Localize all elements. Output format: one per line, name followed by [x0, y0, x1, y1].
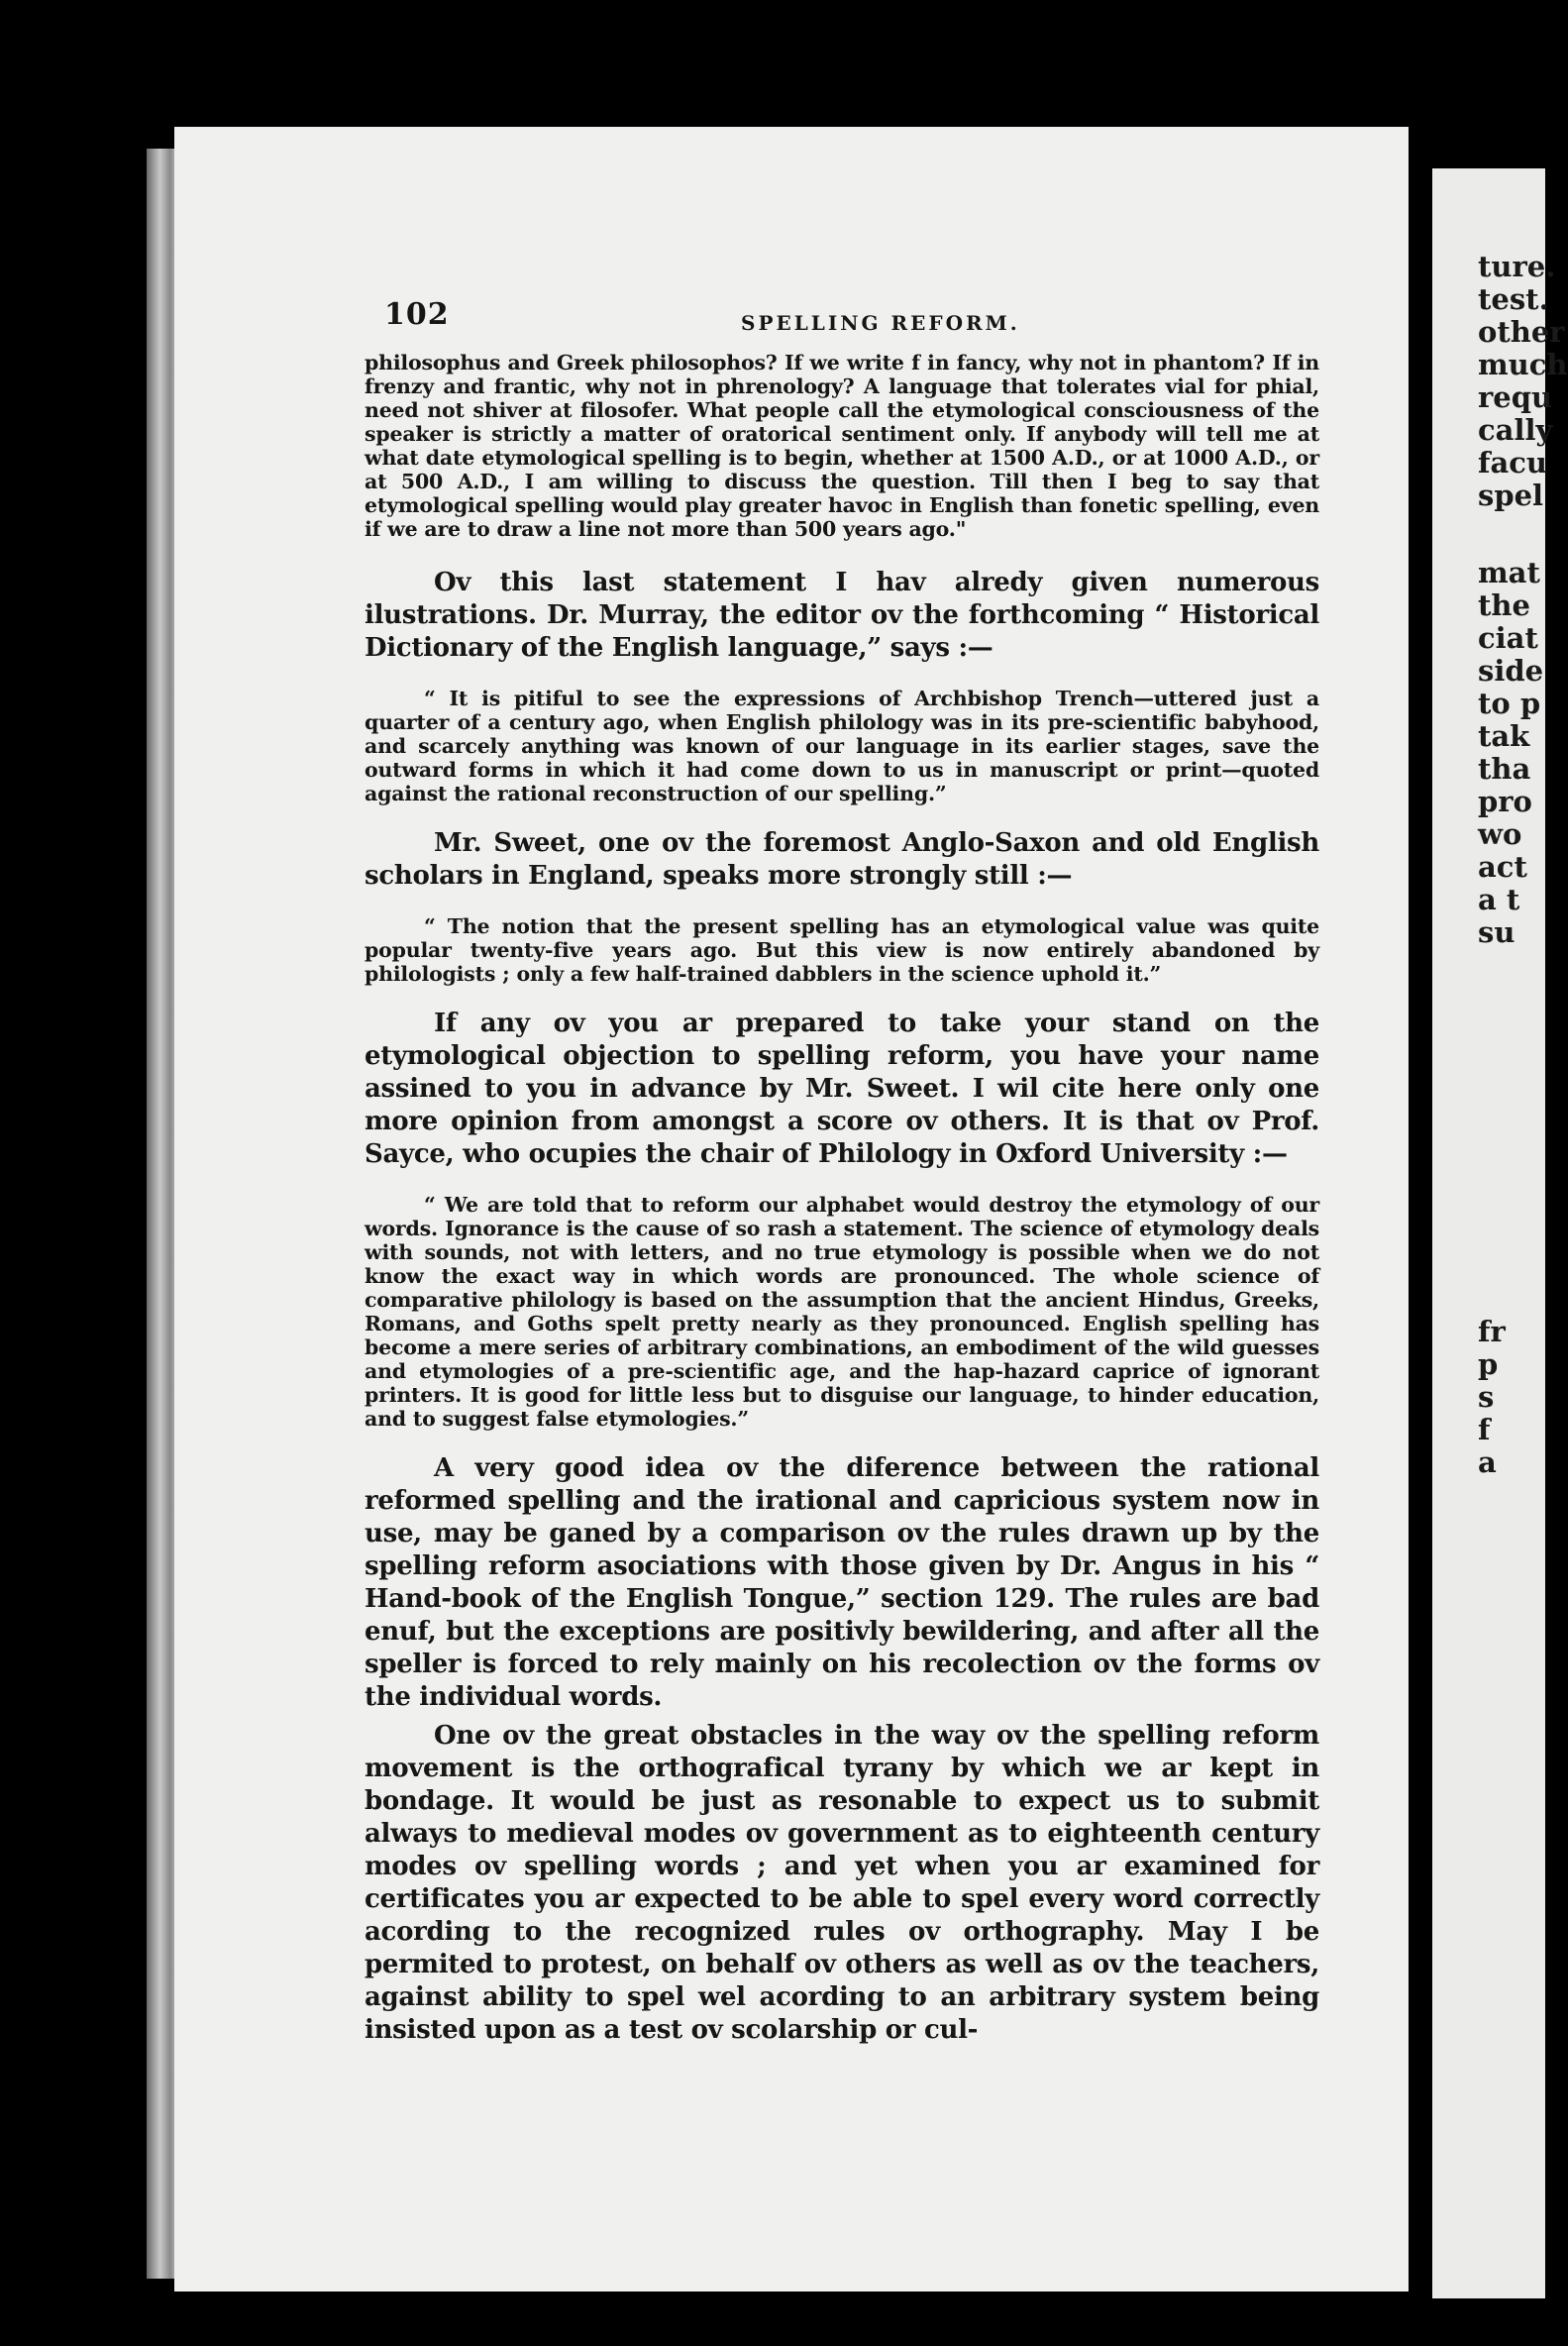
- facing-page-fragment: ciat: [1478, 621, 1538, 655]
- facing-page-fragment: a t: [1478, 883, 1520, 916]
- facing-page: [1432, 168, 1568, 2298]
- facing-page-fragment: ture.: [1478, 250, 1556, 283]
- facing-page-fragment: requ: [1478, 380, 1553, 414]
- facing-page-fragment: side: [1478, 654, 1544, 688]
- page-content: [365, 297, 1319, 2047]
- facing-page-fragment: cally: [1478, 413, 1553, 447]
- paragraph-sayce-intro: If any ov you ar prepared to take your stand on the etymological objection to spelling reform, you have your name assined to you in advance by Mr. Sweet. I wil cite here only one more opinion from amongst a score ov others. It is that ov Prof. Sayce, who ocupies the chair of Philology in Oxford University :—: [365, 1009, 1319, 1169]
- facing-page-fragment: other: [1478, 315, 1565, 349]
- facing-page-fragment: facu: [1478, 446, 1548, 480]
- facing-page-fragment: act: [1478, 850, 1527, 884]
- quote-sayce: “ We are told that to reform our alphabet would destroy the etymology of our words. Ignorance is the cause of so rash a statement. The science of etymology deals with sounds, not with letters, and no true etymology is possible when we do not know the exact way in which words are pronounced. The whole science of comparative philology is based on the assumption that the ancient Hindus, Greeks, Romans, and Goths spelt pretty nearly as they pronounced. English spelling has become a mere series of arbitrary combinations, an embodiment of the wild guesses and etymologies of a pre-scientific age, and the hap-hazard caprice of ignorant printers. It is good for little less but to disguise our language, to hinder education, and to suggest false etymologies.”: [365, 1193, 1319, 1431]
- facing-page-fragment: tha: [1478, 752, 1531, 786]
- paragraph-sweet-intro: Mr. Sweet, one ov the foremost Anglo-Saxon and old English scholars in England, speaks more strongly still :—: [365, 828, 1319, 891]
- facing-page-fragment: pro: [1478, 785, 1532, 818]
- page-number: 102: [384, 297, 450, 332]
- facing-page-fragment: a: [1478, 1445, 1497, 1479]
- facing-page-fragment: wo: [1478, 817, 1522, 851]
- facing-page-fragment: fr: [1478, 1315, 1506, 1348]
- facing-page-fragment: p: [1478, 1347, 1499, 1381]
- paragraph-orthographical-tyranny: One ov the great obstacles in the way ov the spelling reform movement is the orthografical tyrany by which we ar kept in bondage. It would be just as resonable to expect us to submit always to medieval modes ov government as to eighteenth century modes ov spelling words ; and yet when you ar examined for certificates you ar expected to be able to spel every word correctly acording to the recognized rules ov orthography. May I be permited to protest, on behalf ov others as well as ov the teachers, against ability to spel wel acording to an arbitrary system being insisted upon as a test ov scolarship or cul-: [365, 1721, 1319, 2045]
- facing-page-fragment: test.: [1478, 282, 1549, 316]
- page-header: [365, 297, 1319, 351]
- quote-murray: “ It is pitiful to see the expressions of Archbishop Trench—uttered just a quarter of a century ago, when English philology was in its pre-scientific babyhood, and scarcely anything was known of our language in its earlier stages, save the outward forms in which it had come down to us in manuscript or print—quoted against the rational reconstruction of our spelling.”: [365, 687, 1319, 805]
- facing-page-fragment: the: [1478, 588, 1530, 622]
- running-head: SPELLING REFORM.: [741, 311, 1020, 335]
- facing-page-fragment: f: [1478, 1413, 1491, 1446]
- paragraph-murray-intro: Ov this last statement I hav alredy given numerous ilustrations. Dr. Murray, the editor ov the forthcoming “ Historical Dictionary of the English language,” says :—: [365, 568, 1319, 663]
- facing-page-fragment: to p: [1478, 687, 1541, 720]
- quote-sweet: “ The notion that the present spelling has an etymological value was quite popular twenty-five years ago. But this view is now entirely abandoned by philologists ; only a few half-trained dabblers in the science uphold it.”: [365, 914, 1319, 986]
- facing-page-fragment: spel: [1478, 479, 1544, 512]
- facing-page-fragment: su: [1478, 915, 1516, 949]
- facing-page-fragment: tak: [1478, 719, 1530, 753]
- paragraph-rules-comparison: A very good idea ov the diference between the rational reformed spelling and the irational and capricious system now in use, may be ganed by a comparison ov the rules drawn up by the spelling reform asociations with those given by Dr. Angus in his “ Hand-book of the English Tongue,” section 129. The rules are bad enuf, but the exceptions are positivly bewildering, and after all the speller is forced to rely mainly on his recolection ov the forms ov the individual words.: [365, 1453, 1319, 1712]
- facing-page-fragment: mat: [1478, 556, 1540, 589]
- quote-continuation: philosophus and Greek philosophos? If we write f in fancy, why not in phantom? If in frenzy and frantic, why not in phrenology? A language that tolerates vial for phial, need not shiver at filosofer. What people call the etymological consciousness of the speaker is strictly a matter of oratorical sentiment only. If anybody will tell me at what date etymological spelling is to begin, whether at 1500 A.D., or at 1000 A.D., or at 500 A.D., I am willing to discuss the question. Till then I beg to say that etymological spelling would play greater havoc in English than fonetic spelling, even if we are to draw a line not more than 500 years ago.": [365, 351, 1319, 541]
- facing-page-fragment: s: [1478, 1380, 1495, 1414]
- facing-page-fragment: much: [1478, 348, 1568, 381]
